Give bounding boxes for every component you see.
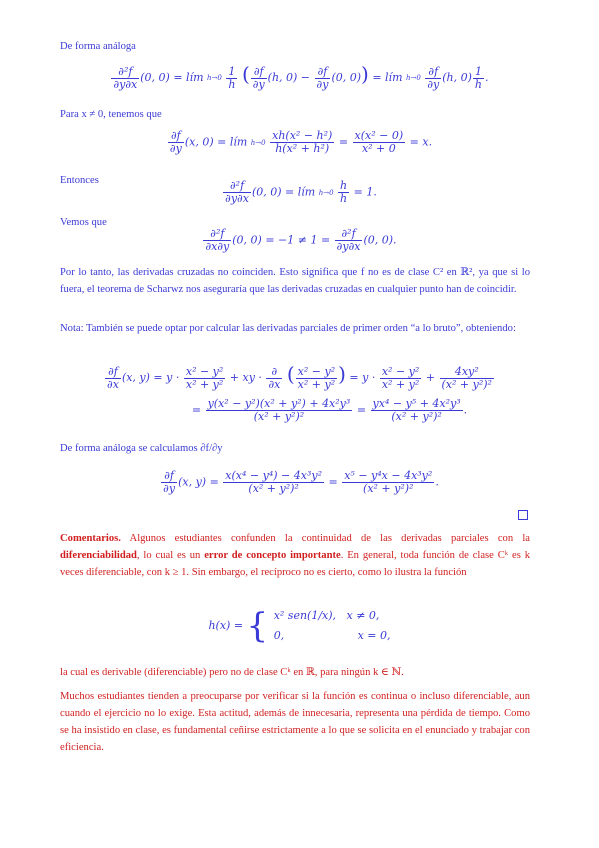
comments-heading: Comentarios. xyxy=(60,533,121,544)
paragraph-vemos: Vemos que xyxy=(60,217,107,228)
paragraph-analogous: De forma análoga xyxy=(60,41,136,52)
comments-text-c: , lo cual es un xyxy=(136,550,205,561)
equation-partial-x-line2: = $\frac{\text{y(x² − y²)(x² + y²) + 4x²y³}}{\text{(x² + y²)²}}$ = $\frac{\text{yx⁴ − y⁵ + 4x²y³}}{\text{(x² + y²)²}}$ . xyxy=(191,397,468,423)
equation-mixed-value: $\frac{\text{∂²f}}{\partial y\partial x}$ (0, 0) = lím h→0 $\frac{h}{h}$ = 1. xyxy=(225,179,377,205)
equation-partial-y: $\frac{\partial f}{\partial y}$ (x, 0) = lím h→0 $\frac{\text{xh(x² − h²)}}{\text{h(x² + h²)}}$ = $\frac{\text{x(x² − 0)}}{\text{x² + 0}}$ = x. xyxy=(169,129,433,155)
paragraph-conclusion: Por lo tanto, las derivadas cruzadas no coinciden. Esto significa que f no es de clase C² en ℝ², ya que si lo fuera, el teorema de Scharwz nos aseguraría que las derivadas cruzadas en cualquier punto han de coincidir. xyxy=(60,267,530,295)
equation-piecewise-h: h(x) = { x² sen(1/x), x ≠ 0, 0, x = 0, xyxy=(208,606,391,646)
comments-emphasis-error: error de concepto importante xyxy=(204,550,341,561)
equation-partial-x-line1: $\frac{\partial f}{\partial x}$ (x, y) = y · $\frac{\text{x² − y²}}{\text{x² + y²}}$ + xy · $\frac{\partial}{\partial x}$ ( $\frac{\text{x² − y²}}{\text{x² + y²}}$ ) = y · $\frac{\text{x² − y²}}{\text{x² + y²}}$ + $\frac{\text{4xy²}}{\text{(x² + y²)²}}$ xyxy=(107,362,492,391)
equation-comparison: $\frac{\text{∂²f}}{\partial x\partial y}$ (0, 0) = −1 ≠ 1 = $\frac{\text{∂²f}}{\partial y\partial x}$ (0, 0). xyxy=(205,227,397,253)
paragraph-entonces: Entonces xyxy=(60,175,99,186)
comments-text-e: . En general, toda función de clase Cᵏ es k veces diferenciable, con k ≥ 1. Sin embargo, el recíproco no es cierto, como lo ilustra la función xyxy=(60,550,530,578)
equation-partial-y-full: $\frac{\partial f}{\partial y}$ (x, y) = $\frac{\text{x(x⁴ − y⁴) − 4x³y²}}{\text{(x² + y²)²}}$ = $\frac{\text{x⁵ − y⁴x − 4x³y²}}{\text{(x² + y²)²}}$ . xyxy=(163,469,439,495)
paragraph-derivable: la cual es derivable (diferenciable) pero no de clase Cᵏ en ℝ, para ningún k ∈ ℕ. xyxy=(60,667,404,678)
equation-mixed-partial-yx: $\frac{\text{∂²f}}{\partial y\partial x}$ (0, 0) = lím h→0 $\frac{1}{h}$ ( $\frac{\partial f}{\partial y}$ (h, 0) − $\frac{\partial f}{\partial y}$ (0, 0)) = lím h→0 $\frac{\partial f}{\partial y}$ (h, 0) $\frac{1}{h}$ . xyxy=(113,62,489,91)
comments-text-a: Algunos estudiantes confunden la continuidad de las derivadas parciales con la xyxy=(120,533,530,544)
comments-emphasis-diferenciabilidad: diferenciabilidad xyxy=(60,550,137,561)
paragraph-comments xyxy=(60,530,530,581)
paragraph-analogous-y: De forma análoga se calculamos ∂f/∂y xyxy=(60,443,223,454)
qed-box xyxy=(518,510,528,520)
paragraph-efficiency: Muchos estudiantes tienden a preocuparse por verificar si la función es continua o incluso diferenciable, aun cuando el ejercicio no lo exige. Esta actitud, además de innecesaria, representa una pérdida de tiempo. Como se ha insistido en clase, es fundamental ceñirse estrictamente a lo que se solicita en el enunciado y trabajar con eficiencia. xyxy=(60,691,530,753)
paragraph-x-nonzero: Para x ≠ 0, tenemos que xyxy=(60,109,162,120)
paragraph-note: Nota: También se puede optar por calcular las derivadas parciales de primer orden “a lo bruto”, obteniendo: xyxy=(60,323,516,334)
